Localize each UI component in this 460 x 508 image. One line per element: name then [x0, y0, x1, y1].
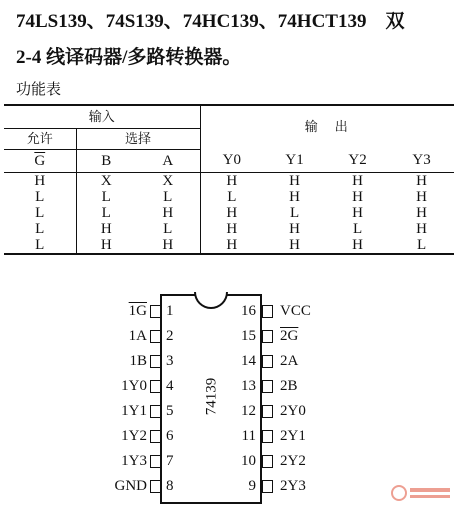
- part-number: 74139: [203, 377, 220, 416]
- pin-label: 2A: [280, 353, 299, 369]
- table-cell: L: [289, 204, 300, 221]
- table-cell: H: [416, 204, 427, 221]
- pin-number: 14: [241, 353, 256, 369]
- pin-stub: [150, 330, 161, 343]
- pin-label: 1B: [129, 353, 147, 369]
- pin-number: 8: [166, 478, 174, 494]
- table-cell: H: [352, 172, 363, 189]
- pin-label: 1Y2: [121, 428, 147, 444]
- pin-stub: [262, 455, 273, 468]
- table-cell: L: [76, 205, 136, 221]
- pin-number: 12: [241, 403, 256, 419]
- pin-number: 7: [166, 453, 174, 469]
- table-cell: L: [200, 189, 263, 205]
- pin-stub: [150, 480, 161, 493]
- pin-stub: [262, 430, 273, 443]
- function-table-heading: 功能表: [16, 80, 62, 98]
- pin-stub: [262, 480, 273, 493]
- pin-number: 10: [241, 453, 256, 469]
- title-line-1: 74LS139、74S139、74HC139、74HCT139 双: [16, 11, 405, 32]
- table-cell: L: [35, 220, 45, 237]
- pin-stub: [150, 380, 161, 393]
- watermark-bar: [410, 495, 450, 498]
- pin-stub: [262, 380, 273, 393]
- pin-number: 15: [241, 328, 256, 344]
- table-cell: L: [4, 237, 76, 254]
- pin-label: 2Y3: [280, 478, 306, 494]
- table-cell: H: [416, 220, 427, 237]
- pin-number: 4: [166, 378, 174, 394]
- table-cell: H: [289, 172, 300, 189]
- col-y3-header: Y3: [389, 150, 454, 173]
- col-y1-header: Y1: [263, 150, 326, 173]
- pin-label: GND: [114, 478, 147, 494]
- enable-header: 允许: [4, 129, 76, 150]
- pin-label: 1G: [128, 303, 147, 319]
- select-header: 选择: [76, 129, 200, 150]
- pin-stub: [150, 455, 161, 468]
- table-cell: H: [289, 188, 300, 205]
- pin-number: 1: [166, 303, 174, 319]
- table-cell: H: [289, 220, 300, 237]
- watermark-logo-icon: [390, 482, 454, 504]
- table-cell: H: [416, 188, 427, 205]
- pin-stub: [150, 405, 161, 418]
- pin-number: 2: [166, 328, 174, 344]
- table-cell: H: [76, 237, 136, 254]
- pin-stub: [150, 305, 161, 318]
- pin-label: 2G: [280, 328, 299, 344]
- table-cell: L: [389, 237, 454, 254]
- col-b-header: B: [76, 150, 136, 173]
- table-cell: H: [162, 204, 174, 221]
- watermark-bar: [410, 488, 450, 492]
- title-line-2: 2-4 线译码器/多路转换器。: [16, 47, 242, 68]
- table-cell: H: [200, 205, 263, 221]
- pin-number: 6: [166, 428, 174, 444]
- table-cell: X: [162, 172, 174, 189]
- output-header: 输 出: [200, 105, 454, 150]
- pin-number: 5: [166, 403, 174, 419]
- pin-label: 1Y1: [121, 403, 147, 419]
- table-cell: H: [34, 172, 46, 189]
- pin-stub: [262, 355, 273, 368]
- table-cell: L: [163, 188, 173, 205]
- pin-stub: [262, 405, 273, 418]
- table-cell: H: [326, 237, 389, 254]
- table-cell: L: [163, 220, 173, 237]
- pin-label: 1A: [128, 328, 147, 344]
- input-header: 输入: [4, 105, 200, 129]
- pin-number: 11: [241, 428, 256, 444]
- pin-stub: [262, 330, 273, 343]
- col-a-header: A: [136, 150, 200, 173]
- pin-stub: [150, 355, 161, 368]
- table-cell: H: [352, 204, 363, 221]
- pin-label: VCC: [280, 303, 311, 319]
- table-cell: H: [200, 237, 263, 254]
- table-cell: H: [263, 237, 326, 254]
- table-cell: L: [35, 204, 45, 221]
- table-cell: H: [200, 173, 263, 190]
- table-cell: L: [76, 189, 136, 205]
- table-cell: H: [136, 237, 200, 254]
- pin-stub: [150, 430, 161, 443]
- table-cell: L: [352, 220, 363, 237]
- col-y0-header: Y0: [200, 150, 263, 173]
- table-cell: H: [416, 172, 427, 189]
- pin-label: 2Y0: [280, 403, 306, 419]
- pin-number: 16: [241, 303, 256, 319]
- table-cell: H: [76, 221, 136, 237]
- pin-label: 2Y2: [280, 453, 306, 469]
- table-cell: X: [76, 173, 136, 190]
- watermark-circle: [392, 486, 406, 500]
- table-cell: H: [352, 188, 363, 205]
- pin-label: 1Y0: [121, 378, 147, 394]
- pin-stub: [262, 305, 273, 318]
- pin-label: 1Y3: [121, 453, 147, 469]
- col-y2-header: Y2: [326, 150, 389, 173]
- table-cell: L: [35, 188, 45, 205]
- table-cell: H: [200, 221, 263, 237]
- pin-label: 2Y1: [280, 428, 306, 444]
- col-g-header: $\overline{G}$: [34, 152, 46, 169]
- pin-number: 3: [166, 353, 174, 369]
- pin-number: 9: [248, 478, 256, 494]
- pin-label: 2B: [280, 378, 298, 394]
- pin-number: 13: [241, 378, 256, 394]
